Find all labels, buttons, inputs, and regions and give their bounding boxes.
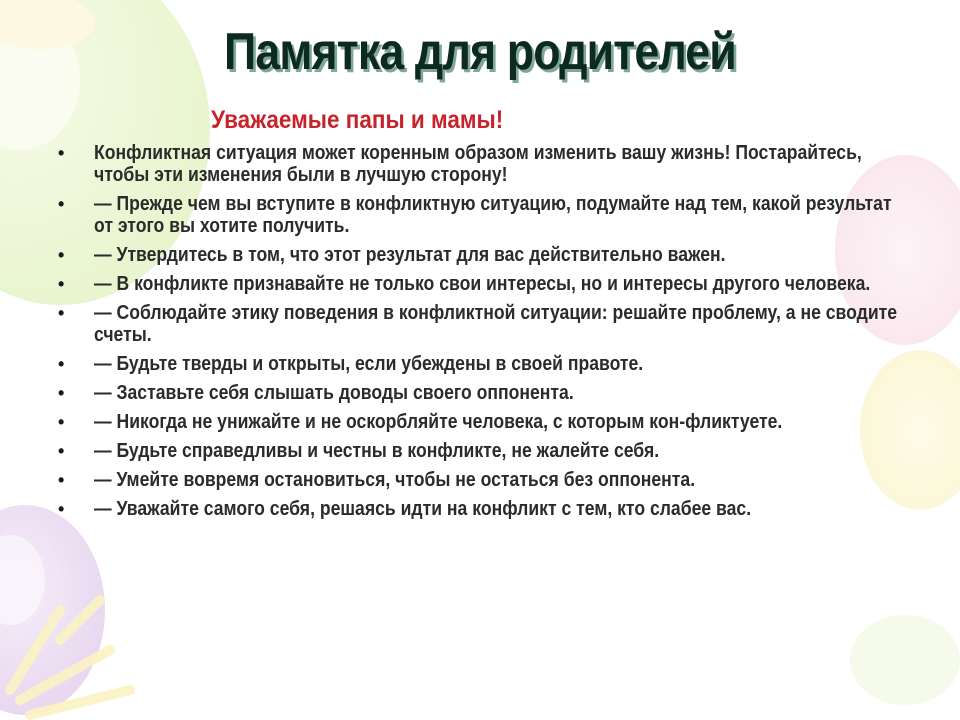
bullet-icon: •: [58, 499, 65, 519]
bullet-icon: •: [58, 383, 65, 403]
list-item-text: — Соблюдайте этику поведения в конфликтной ситуации: решайте проблему, а не сводите счеты.: [94, 302, 898, 346]
bullet-icon: •: [58, 412, 65, 432]
list-item: [58, 302, 958, 346]
list-item: [58, 142, 958, 186]
list-item-text: — Прежде чем вы вступите в конфликтную ситуацию, подумайте над тем, какой результат от этого вы хотите получить.: [94, 193, 892, 237]
list-item-text: — Заставьте себя слышать доводы своего оппонента.: [94, 382, 574, 404]
bullet-icon: •: [58, 441, 65, 461]
list-item-text: Конфликтная ситуация может коренным образом изменить вашу жизнь! Постарайтесь, чтобы эти изменения были в лучшую сторону!: [94, 142, 862, 186]
list-item-text: — Умейте вовремя остановиться, чтобы не остаться без оппонента.: [94, 469, 696, 491]
list-item: [58, 498, 958, 520]
bullet-icon: •: [58, 470, 65, 490]
memo-list: [58, 142, 958, 527]
list-item-text: — В конфликте признавайте не только свои интересы, но и интересы другого человека.: [94, 273, 871, 295]
list-item: [58, 440, 958, 462]
bullet-icon: •: [58, 143, 65, 163]
list-item: [58, 244, 958, 266]
bullet-icon: •: [58, 194, 65, 214]
list-item: [58, 411, 958, 433]
bullet-icon: •: [58, 303, 65, 323]
list-item: [58, 273, 958, 295]
list-item: [58, 382, 958, 404]
bullet-icon: •: [58, 245, 65, 265]
list-item: [58, 469, 958, 491]
page-title: Памятка для родителей: [224, 23, 736, 81]
green-balloon-right-shape: [850, 615, 960, 705]
list-item: [58, 193, 958, 237]
list-item-text: — Будьте справедливы и честны в конфликте, не жалейте себя.: [94, 440, 660, 462]
list-item-text: — Уважайте самого себя, решаясь идти на конфликт с тем, кто слабее вас.: [94, 498, 752, 520]
bullet-icon: •: [58, 274, 65, 294]
list-item-text: — Утвердитесь в том, что этот результат для вас действительно важен.: [94, 244, 726, 266]
bullet-icon: •: [58, 354, 65, 374]
list-item: [58, 353, 958, 375]
list-item-text: — Никогда не унижайте и не оскорбляйте человека, с которым кон-фликтуете.: [94, 411, 783, 433]
list-item-text: — Будьте тверды и открыты, если убеждены в своей правоте.: [94, 353, 644, 375]
greeting-subtitle: Уважаемые папы и мамы!: [211, 106, 504, 134]
